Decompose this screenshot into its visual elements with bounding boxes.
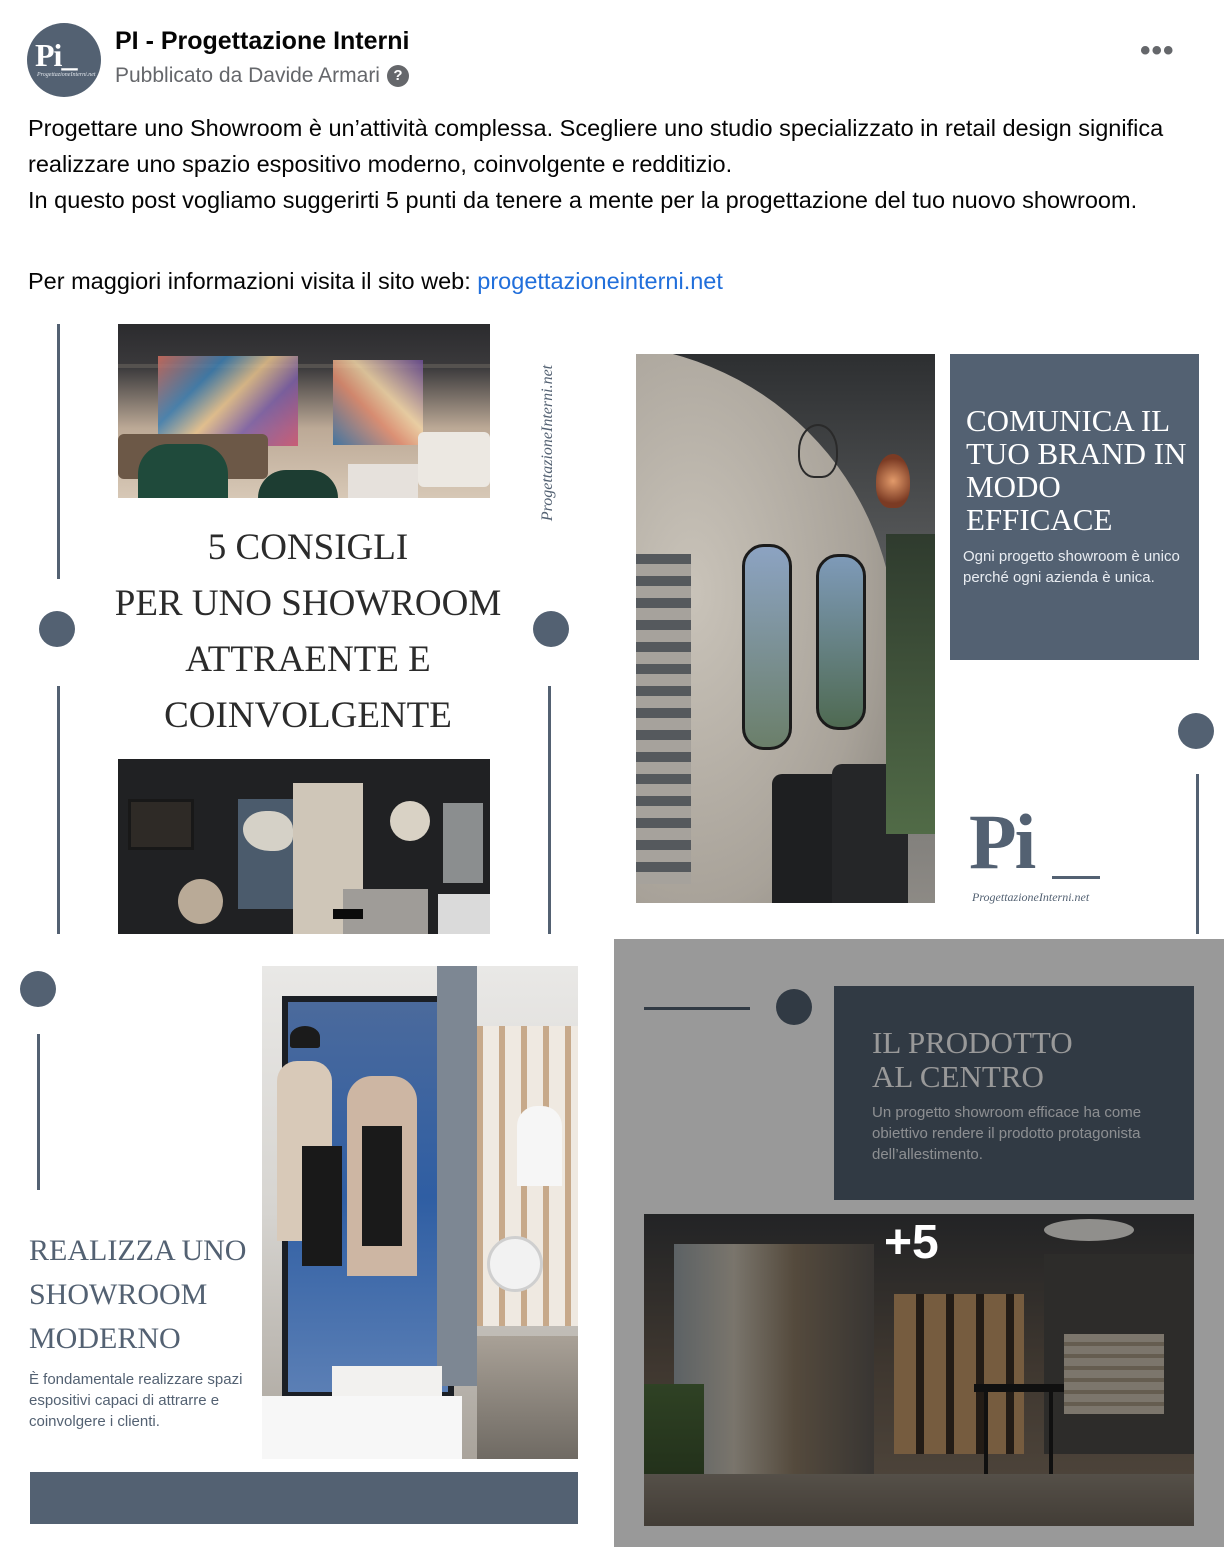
page-avatar[interactable] bbox=[27, 23, 101, 97]
tile1-title-line3: ATTRAENTE E bbox=[185, 639, 431, 680]
tile3-title-line3: MODERNO bbox=[29, 1322, 181, 1355]
avatar-logo: Pi_ bbox=[35, 37, 77, 73]
tile4-title-line1: IL PRODOTTO bbox=[872, 1025, 1073, 1060]
photo-tile-2[interactable] bbox=[614, 324, 1224, 934]
tile1-vertical-brand: ProgettazioneInterni.net bbox=[539, 364, 556, 522]
post-text bbox=[28, 110, 1198, 218]
post-info-line bbox=[28, 268, 723, 295]
decor-line bbox=[1196, 774, 1199, 934]
tile2-logo-sub: ProgettazioneInterni.net bbox=[972, 890, 1090, 904]
more-photos-overlay[interactable] bbox=[614, 939, 1224, 1547]
logo-underline bbox=[1052, 876, 1100, 879]
tile3-body: È fondamentale realizzare spazi espositivi capaci di attrarre e coinvolgere i clienti. bbox=[29, 1371, 243, 1430]
tile1-title bbox=[60, 520, 556, 744]
tile3-footer-bar bbox=[30, 1472, 578, 1524]
decor-dot bbox=[1178, 713, 1214, 749]
more-options-icon[interactable]: ••• bbox=[1140, 34, 1175, 67]
post-byline bbox=[115, 64, 409, 88]
more-photos-count: +5 bbox=[884, 1216, 939, 1269]
tile2-body: Ogni progetto showroom è unico perché ogni azienda è unica. bbox=[963, 548, 1180, 586]
byline-text: Pubblicato da Davide Armari bbox=[115, 64, 380, 87]
bathroom-photo bbox=[636, 354, 935, 903]
tile2-title: COMUNICA IL TUO BRAND IN MODO EFFICACE bbox=[966, 403, 1187, 537]
post-paragraph-1: Progettare uno Showroom è un’attività complessa. Scegliere uno studio specializzato in retail design significa realizzare uno spazio espositivo moderno, coinvolgente e redditizio. bbox=[28, 115, 1164, 177]
photo-tile-3[interactable] bbox=[0, 939, 609, 1547]
decor-line bbox=[37, 1034, 40, 1190]
info-prefix: Per maggiori informazioni visita il sito web: bbox=[28, 268, 478, 294]
photo-tile-1[interactable] bbox=[0, 324, 609, 934]
decor-dot bbox=[20, 971, 56, 1007]
post-paragraph-2: In questo post vogliamo suggerirti 5 punti da tenere a mente per la progettazione del tuo nuovo showroom. bbox=[28, 187, 1138, 213]
question-icon[interactable]: ? bbox=[387, 65, 409, 87]
fashion-photo bbox=[262, 966, 578, 1459]
tile3-title bbox=[29, 1229, 259, 1361]
post-header bbox=[0, 0, 1224, 320]
tile1-title-line2: PER UNO SHOWROOM bbox=[114, 583, 502, 624]
tile4-body: Un progetto showroom efficace ha come obiettivo rendere il prodotto protagonista dell’allestimento. bbox=[872, 1104, 1142, 1163]
moodboard-photo bbox=[118, 759, 490, 934]
tile3-title-line1: REALIZZA UNO bbox=[29, 1234, 247, 1267]
website-link[interactable]: progettazioneinterni.net bbox=[477, 268, 723, 294]
page-name-link[interactable]: PI - Progettazione Interni bbox=[115, 27, 410, 55]
tile2-text-box bbox=[950, 354, 1199, 660]
tile3-title-line2: SHOWROOM bbox=[29, 1278, 208, 1311]
avatar-subtext: ProgettazioneInterni.net bbox=[37, 72, 96, 78]
tile2-logo: Pi bbox=[969, 798, 1035, 885]
photo-tile-4[interactable] bbox=[614, 939, 1224, 1547]
showroom-photo bbox=[118, 324, 490, 498]
tile1-title-line4: COINVOLGENTE bbox=[164, 695, 452, 736]
tile1-title-line1: 5 CONSIGLI bbox=[207, 527, 409, 568]
tile4-title-line2: AL CENTRO bbox=[872, 1059, 1044, 1094]
